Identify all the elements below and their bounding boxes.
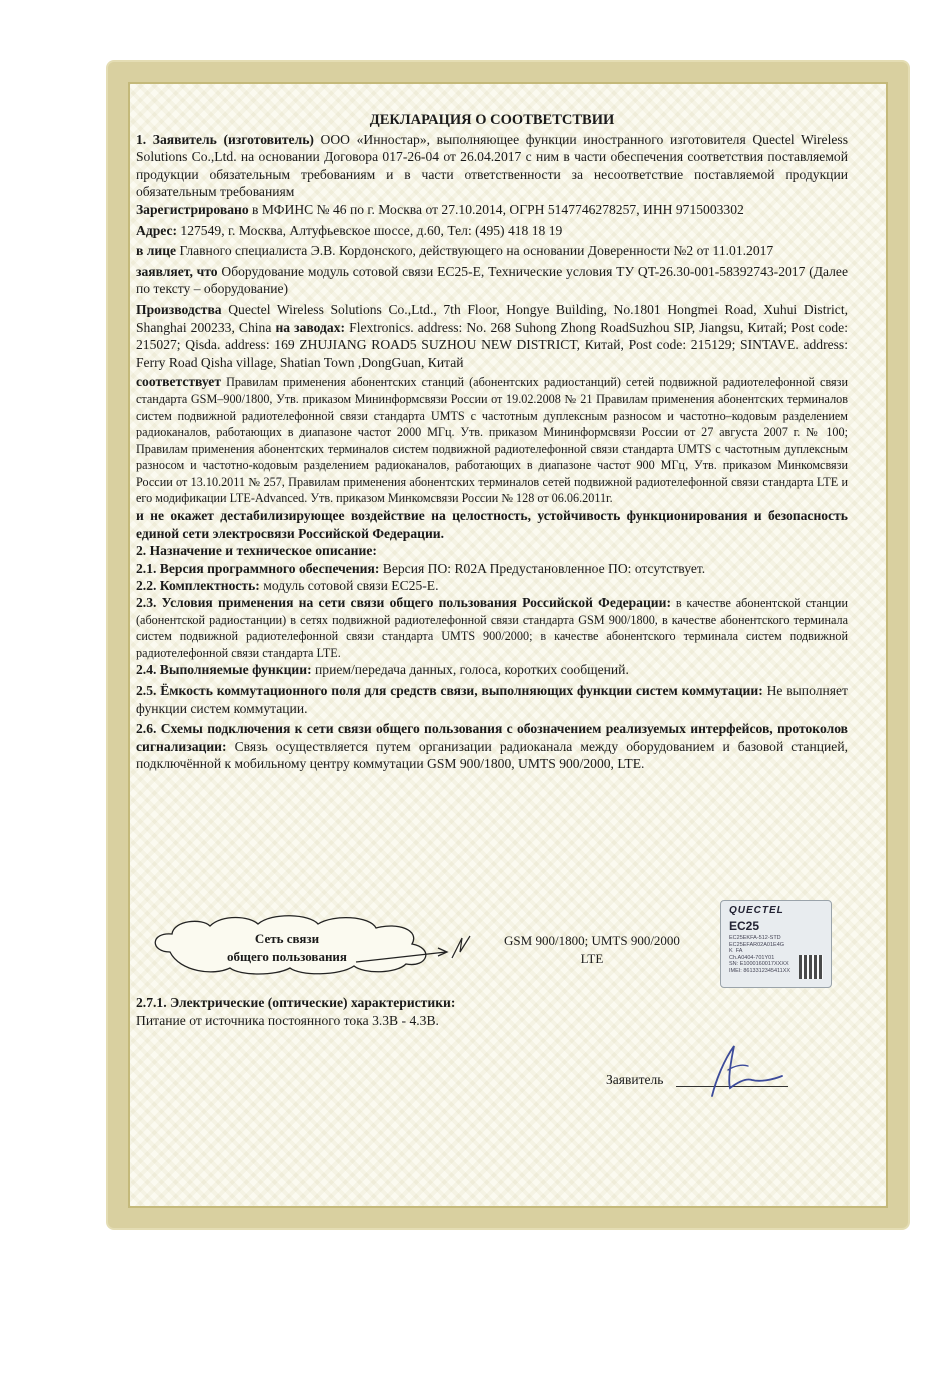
production-paragraph: Производства Quectel Wireless Solutions Co.,Ltd., 7th Floor, Hongye Building, No.1801 Hongmei Road, Xuhui District, Shanghai 200233, China на заводах: Flextronics. address: No. 268 Suhong Zhong RoadSuzhou SIP, Jiangsu, Китай; Post code: 215027; Qisda. address: 169 ZHUJIANG ROAD5 SUZHOU NEW DISTRICT, Китай, Post code: 215129; SINTAVE. address: Ferry Road Qisha village, Shatian Town ,DongGuan, Китай: [136, 301, 848, 370]
declaration-content: [136, 112, 848, 773]
section-2-3: 2.3. Условия применения на сети связи общего пользования Российской Федерации: в качестве абонентской станции (абонентской радиостанции) в сетях подвижной радиотелефонной связи стандарта GSM 900/1800, в качестве абонентского терминала систем подвижной радиотелефонной связи стандарта UMTS 900/2000; в качестве абонентского терминала систем подвижной радиотелефонной связи стандарта LTE.: [136, 595, 848, 660]
applicant-paragraph: 1. Заявитель (изготовитель) ООО «Инностар», выполняющее функции иностранного изготовителя Quectel Wireless Solutions Co.,Ltd. на основании Договора 017-26-04 от 26.04.2017 с ним в части обеспечения соответствия поставляемой продукции обязательным требованиям и в части ответственности за несоответствие поставляемой продукции обязательным требованиям: [136, 131, 848, 200]
qr-code-icon: [799, 955, 823, 979]
network-standards: GSM 900/1800; UMTS 900/2000 LTE: [504, 933, 680, 966]
document-title: ДЕКЛАРАЦИЯ О СООТВЕТСТВИИ: [369, 112, 615, 128]
connection-diagram: [150, 900, 850, 990]
section-2-5: 2.5. Ёмкость коммутационного поля для средств связи, выполняющих функции систем коммутации: Не выполняет функции систем коммутации.: [136, 683, 848, 716]
section-2-heading: 2. Назначение и техническое описание:: [136, 543, 377, 559]
section-2-7-1-text: Питание от источника постоянного тока 3.3В - 4.3В.: [136, 1012, 439, 1028]
section-2-6: 2.6. Схемы подключения к сети связи общего пользования с обозначением реализуемых интерфейсов, протоколов сигнализации: Связь осуществляется путем организации радиоканала между оборудованием и базовой станцией, подключённой к мобильному центру коммутации GSM 900/1800, UMTS 900/2000, LTE.: [136, 721, 848, 772]
section-2-7-1-heading: 2.7.1. Электрические (оптические) характеристики:: [136, 995, 456, 1010]
signature-icon: [694, 1040, 784, 1100]
radio-link-icon: [450, 934, 472, 960]
section-2-4: 2.4. Выполняемые функции: прием/передача данных, голоса, коротких сообщений.: [136, 662, 629, 678]
registration-paragraph: Зарегистрировано в МФИНС № 46 по г. Москва от 27.10.2014, ОГРН 5147746278257, ИНН 9715003302: [136, 201, 744, 217]
complies-paragraph: соответствует Правилам применения абонентских станций (абонентских радиостанций) сетей подвижной радиотелефонной связи стандарта GSM–900/1800, Утв. приказом Мининформсвязи России от 19.02.2008 № 21 Правилам применения абонентских терминалов систем подвижной радиотелефонной связи стандарта UMTS с частотным дуплексным разносом и частотно–кодовым разделением радиоканалов, работающих в диапазоне частот 2000 МГц. Утв. приказом Мининформсвязи России от 27 августа 2007 г. № 100; Правилам применения абонентских терминалов систем подвижной радиотелефонной связи стандарта UMTS с частотным дуплексным разносом и частотно-кодовым разделением радиоканалов, работающих в диапазоне частот 900 МГц, Утв. приказом Минкомсвязи России от 13.10.2011 № 257, Правилам применения абонентских терминалов сетей подвижной радиотелефонной связи стандарта LTE и его модификации LTE-Advanced. Утв. приказом Минкомсвязи России № 128 от 06.06.2011г.: [136, 374, 848, 506]
signature-label: Заявитель: [606, 1072, 664, 1087]
address-paragraph: Адрес: 127549, г. Москва, Алтуфьевское шоссе, д.60, Тел: (495) 418 18 19: [136, 222, 563, 238]
declares-paragraph: заявляет, что Оборудование модуль сотовой связи EC25-E, Технические условия ТУ QT-26.30-001-58392743-2017 (Далее по тексту – оборудование): [136, 263, 848, 297]
electrical-section: [136, 994, 848, 1029]
person-paragraph: в лице Главного специалиста Э.В. Кордонского, действующего на основании Доверенности №2 от 11.01.2017: [136, 243, 774, 259]
ec25-module-image: QUECTEL EC25 EC25EKFA-512-STD EC25EFAR02A01E4G K FA Ch.A0404-701Y01 SN: E1000160017XXXX IMEI: 8613312345411XX: [720, 900, 832, 988]
network-cloud-label: Сеть связи общего пользования: [227, 931, 347, 964]
no-effect-paragraph: и не окажет дестабилизирующее воздействие на целостность, устойчивость функционирования и безопасность единой сети электросвязи Российской Федерации.: [136, 508, 848, 541]
section-2-2: 2.2. Комплектность: модуль сотовой связи EC25-E.: [136, 578, 439, 594]
section-2-1: 2.1. Версия программного обеспечения: Версия ПО: R02A Предустановленное ПО: отсутствует.: [136, 560, 706, 576]
